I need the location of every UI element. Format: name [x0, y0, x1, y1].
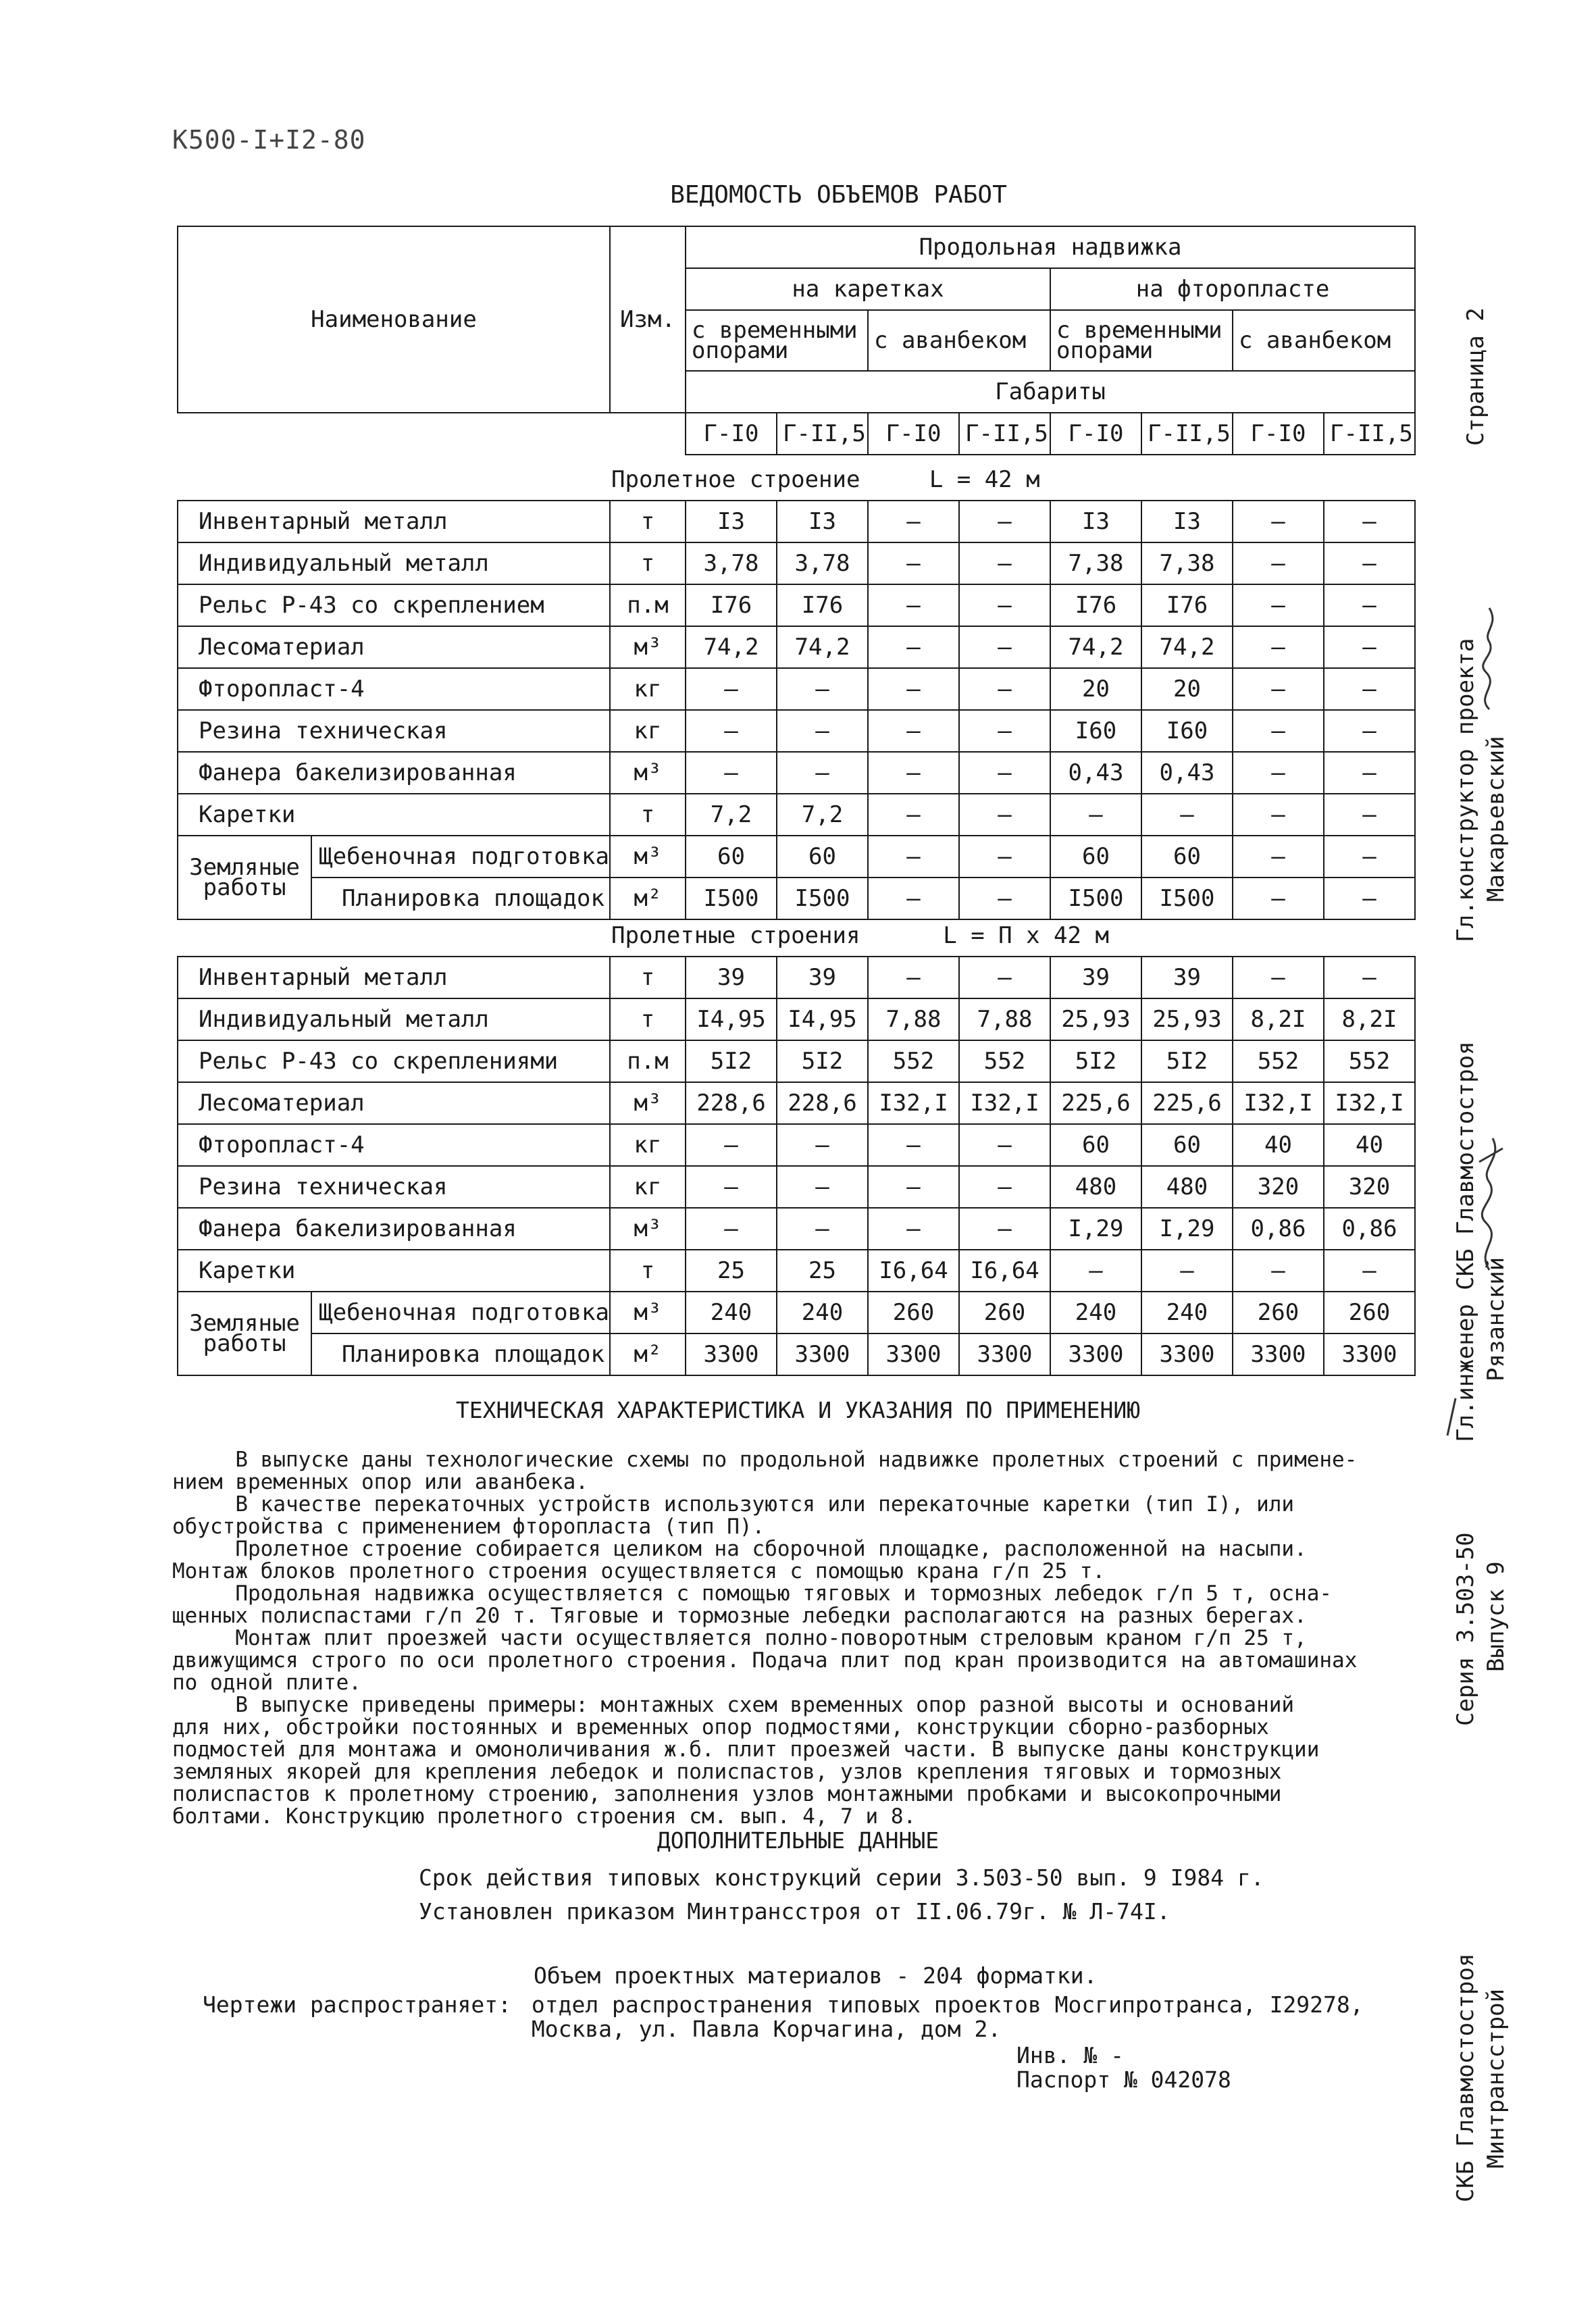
table-row: [178, 1208, 1415, 1250]
row-value: 260: [959, 1292, 1050, 1333]
row-unit: т: [610, 542, 686, 584]
extra-data: [419, 1861, 1264, 1929]
inv-number: Инв. № -: [1016, 2042, 1124, 2068]
row-value: 7,38: [1050, 542, 1141, 584]
row-value: 225,6: [1050, 1082, 1141, 1124]
table-row: [178, 957, 1415, 998]
row-value: –: [868, 1166, 959, 1208]
table-row: [178, 878, 1415, 919]
extra-title: ДОПОЛНИТЕЛЬНЫЕ ДАННЫЕ: [657, 1827, 939, 1854]
row-value: 260: [1324, 1292, 1415, 1333]
row-name: Фанера бакелизированная: [178, 1208, 610, 1250]
row-value: 240: [686, 1292, 777, 1333]
table-header: [177, 226, 1416, 455]
row-name: Резина техническая: [178, 710, 610, 752]
paragraph: Продольная надвижка осуществляется с помощью тяговых и тормозных лебедок г/п 5 т, осна- щенных полиспастами г/п 20 т. Тяговые и тормозные лебедки располагаются на разных берегах.: [172, 1581, 1333, 1628]
row-value: –: [777, 1166, 868, 1208]
row-value: –: [1324, 878, 1415, 919]
row-value: 39: [1141, 957, 1233, 998]
row-value: –: [1324, 710, 1415, 752]
row-value: –: [1233, 584, 1324, 626]
row-value: 74,2: [777, 626, 868, 668]
distrib-label: Чертежи распространяет:: [203, 1991, 511, 2018]
row-value: 25: [686, 1250, 777, 1292]
row-value: 552: [868, 1040, 959, 1082]
col-name-header: Наименование: [178, 226, 610, 413]
row-value: 60: [1050, 836, 1141, 878]
row-value: 60: [686, 836, 777, 878]
row-value: –: [1324, 1250, 1415, 1292]
table-row: [178, 836, 1415, 878]
row-value: –: [777, 710, 868, 752]
on-fluoroplast-header: на фторопласте: [1050, 268, 1415, 310]
gabarit-g115: Г-II,5: [777, 413, 868, 455]
row-value: 25,93: [1050, 998, 1141, 1040]
row-value: 260: [868, 1292, 959, 1333]
row-value: –: [1233, 878, 1324, 919]
row-value: –: [959, 710, 1050, 752]
row-value: I32,I: [959, 1082, 1050, 1124]
row-unit: п.м: [610, 584, 686, 626]
row-name: Рельс Р-43 со скреплениями: [178, 1040, 610, 1082]
row-value: –: [868, 878, 959, 919]
row-value: 480: [1141, 1166, 1233, 1208]
row-value: I6,64: [959, 1250, 1050, 1292]
signature-mark: [1466, 1121, 1513, 1277]
row-value: 3,78: [777, 542, 868, 584]
order-line: Установлен приказом Минтрансстроя от II.06.79г. № Л-74I.: [419, 1898, 1170, 1925]
row-value: 0,86: [1233, 1208, 1324, 1250]
gabarit-g115: Г-II,5: [1141, 413, 1233, 455]
row-value: 8,2I: [1233, 998, 1324, 1040]
longitudinal-header: Продольная надвижка: [686, 226, 1415, 268]
earth-group-label: Земляные работы: [178, 836, 312, 919]
row-value: –: [777, 752, 868, 794]
row-value: 40: [1324, 1124, 1415, 1166]
row-unit: кг: [610, 668, 686, 710]
row-value: –: [1324, 836, 1415, 878]
table-row: [178, 584, 1415, 626]
table-row: [178, 1124, 1415, 1166]
table-row: [178, 1040, 1415, 1082]
gabarit-g10: Г-I0: [1050, 413, 1141, 455]
side-series: Серия 3.503-50: [1452, 1532, 1479, 1726]
section1-caption: Пролетное строение L = 42 м: [611, 466, 1040, 493]
paragraph: В качестве перекаточных устройств используются или перекаточные каретки (тип I), или обустройства с применением фторопласта (тип П).: [172, 1492, 1295, 1539]
row-value: I4,95: [777, 998, 868, 1040]
row-value: I500: [686, 878, 777, 919]
row-value: I3: [1141, 501, 1233, 542]
col-unit-header: Изм.: [610, 226, 686, 413]
table-row: [178, 1250, 1415, 1292]
row-value: 3300: [868, 1333, 959, 1375]
volume-line: Объем проектных материалов - 204 форматки.: [534, 1962, 1098, 1989]
table-row: [178, 1166, 1415, 1208]
side-chief-engineer: Гл.инженер СКБ Главмостостроя: [1452, 1041, 1479, 1442]
row-unit: м³: [610, 1082, 686, 1124]
row-value: I32,I: [1233, 1082, 1324, 1124]
section2-caption: Пролетные строения L = П х 42 м: [611, 922, 1109, 949]
table-row: [178, 998, 1415, 1040]
row-value: I76: [777, 584, 868, 626]
row-unit: м²: [610, 878, 686, 919]
row-name: Лесоматериал: [178, 626, 610, 668]
distrib-text: отдел распространения типовых проектов Мосгипротранса, I29278, Москва, ул. Павла Корчагина, дом 2.: [531, 1991, 1364, 2042]
avanbek-header: с аванбеком: [868, 310, 1050, 371]
row-unit: м²: [610, 1333, 686, 1375]
row-value: –: [1233, 752, 1324, 794]
row-value: 240: [777, 1292, 868, 1333]
row-value: 5I2: [777, 1040, 868, 1082]
row-name: Фторопласт-4: [178, 1124, 610, 1166]
table-row: [178, 501, 1415, 542]
row-value: –: [868, 584, 959, 626]
row-value: –: [959, 542, 1050, 584]
side-chief-designer: Гл.конструктор проекта: [1452, 638, 1479, 942]
table-section1: [177, 500, 1416, 920]
row-value: –: [868, 957, 959, 998]
row-name: Щебеночная подготовка: [319, 1299, 609, 1326]
row-name: Лесоматериал: [178, 1082, 610, 1124]
table-row: [178, 1292, 1415, 1333]
side-org2: Минтрансстрой: [1483, 1988, 1510, 2168]
row-value: I500: [1050, 878, 1141, 919]
row-name: Резина техническая: [178, 1166, 610, 1208]
row-unit: т: [610, 957, 686, 998]
row-value: –: [1233, 957, 1324, 998]
row-value: 39: [777, 957, 868, 998]
row-value: –: [868, 668, 959, 710]
row-value: I60: [1141, 710, 1233, 752]
row-value: 3300: [686, 1333, 777, 1375]
row-value: 228,6: [686, 1082, 777, 1124]
row-value: –: [686, 1166, 777, 1208]
row-value: –: [868, 752, 959, 794]
signature-mark: [1469, 594, 1510, 716]
row-value: 7,88: [868, 998, 959, 1040]
row-value: –: [1050, 794, 1141, 836]
row-value: 0,43: [1050, 752, 1141, 794]
row-value: 5I2: [1141, 1040, 1233, 1082]
row-value: –: [1233, 626, 1324, 668]
row-value: 7,38: [1141, 542, 1233, 584]
row-value: I3: [686, 501, 777, 542]
row-value: –: [777, 668, 868, 710]
row-value: 25,93: [1141, 998, 1233, 1040]
row-value: 225,6: [1141, 1082, 1233, 1124]
row-name: Фторопласт-4: [178, 668, 610, 710]
side-chief-engineer-name: Рязанский: [1483, 1256, 1510, 1381]
row-value: –: [868, 542, 959, 584]
row-value: 320: [1233, 1166, 1324, 1208]
gabarit-g10: Г-I0: [686, 413, 777, 455]
row-value: –: [686, 1124, 777, 1166]
row-value: I500: [777, 878, 868, 919]
row-value: I4,95: [686, 998, 777, 1040]
row-unit: кг: [610, 1124, 686, 1166]
row-value: –: [868, 710, 959, 752]
row-value: –: [1233, 1250, 1324, 1292]
row-value: –: [1233, 794, 1324, 836]
side-chief-designer-name: Макарьевский: [1483, 736, 1510, 902]
row-value: 7,2: [777, 794, 868, 836]
side-org1: СКБ Главмостостроя: [1452, 1953, 1479, 2202]
row-value: –: [777, 1124, 868, 1166]
row-value: 240: [1141, 1292, 1233, 1333]
row-value: 60: [777, 836, 868, 878]
row-value: –: [1324, 542, 1415, 584]
document-code: К500-I+I2-80: [172, 125, 366, 155]
gabarit-g10: Г-I0: [1233, 413, 1324, 455]
row-value: –: [686, 1208, 777, 1250]
distribution: [203, 1993, 1364, 2041]
row-value: 240: [1050, 1292, 1141, 1333]
table-section2: [177, 956, 1416, 1376]
row-name: Инвентарный металл: [178, 957, 610, 998]
row-value: I76: [1141, 584, 1233, 626]
table-row: [178, 668, 1415, 710]
row-value: 0,86: [1324, 1208, 1415, 1250]
row-value: I3: [1050, 501, 1141, 542]
row-value: –: [868, 501, 959, 542]
row-unit: м³: [610, 626, 686, 668]
row-value: 552: [959, 1040, 1050, 1082]
row-value: –: [959, 584, 1050, 626]
row-value: –: [1324, 752, 1415, 794]
row-unit: м³: [610, 1292, 686, 1333]
row-value: 7,2: [686, 794, 777, 836]
row-name: Индивидуальный металл: [178, 998, 610, 1040]
row-value: –: [1324, 501, 1415, 542]
table-row: [178, 794, 1415, 836]
row-name: Фанера бакелизированная: [178, 752, 610, 794]
passport-number: Паспорт № 042078: [1016, 2066, 1231, 2093]
signature-mark: [1442, 1395, 1462, 1442]
row-unit: т: [610, 1250, 686, 1292]
row-value: –: [959, 1124, 1050, 1166]
gabarit-g115: Г-II,5: [1324, 413, 1415, 455]
row-value: –: [1324, 626, 1415, 668]
row-value: 320: [1324, 1166, 1415, 1208]
row-value: –: [959, 501, 1050, 542]
row-value: I76: [1050, 584, 1141, 626]
row-value: –: [1233, 836, 1324, 878]
row-value: I500: [1141, 878, 1233, 919]
row-value: 3300: [959, 1333, 1050, 1375]
row-value: 552: [1324, 1040, 1415, 1082]
row-value: –: [959, 626, 1050, 668]
paragraph: Монтаж плит проезжей части осуществляется полно-поворотным стреловым краном г/п 25 т, движущимся строго по оси пролетного строения. Подача плит под кран производится на автомашинах по одной плите.: [172, 1626, 1358, 1695]
row-name: Планировка площадок: [342, 885, 604, 912]
table-row: [178, 1333, 1415, 1375]
row-value: –: [868, 1124, 959, 1166]
row-value: I,29: [1141, 1208, 1233, 1250]
tech-title: ТЕХНИЧЕСКАЯ ХАРАКТЕРИСТИКА И УКАЗАНИЯ ПО ПРИМЕНЕНИЮ: [455, 1397, 1141, 1423]
row-value: –: [1141, 794, 1233, 836]
row-value: 20: [1050, 668, 1141, 710]
row-value: –: [959, 957, 1050, 998]
row-value: –: [959, 1208, 1050, 1250]
row-value: I6,64: [868, 1250, 959, 1292]
row-name: Индивидуальный металл: [178, 542, 610, 584]
row-value: –: [1324, 794, 1415, 836]
paragraph: Пролетное строение собирается целиком на сборочной площадке, расположенной на насыпи. Монтаж блоков пролетного строения осуществляется с помощью крана г/п 25 т.: [172, 1537, 1307, 1583]
row-unit: т: [610, 794, 686, 836]
row-value: 74,2: [1050, 626, 1141, 668]
row-value: 39: [686, 957, 777, 998]
row-value: 25: [777, 1250, 868, 1292]
row-value: I3: [777, 501, 868, 542]
row-value: –: [959, 836, 1050, 878]
row-unit: кг: [610, 1166, 686, 1208]
table-row: [178, 752, 1415, 794]
side-issue: Выпуск 9: [1483, 1561, 1510, 1672]
row-value: 20: [1141, 668, 1233, 710]
row-value: –: [959, 668, 1050, 710]
row-value: –: [868, 626, 959, 668]
table-row: [178, 626, 1415, 668]
row-value: –: [1233, 668, 1324, 710]
row-name: Щебеночная подготовка: [319, 843, 609, 870]
row-name: Рельс Р-43 со скреплением: [178, 584, 610, 626]
row-unit: кг: [610, 710, 686, 752]
row-value: 39: [1050, 957, 1141, 998]
row-value: I76: [686, 584, 777, 626]
row-value: –: [959, 878, 1050, 919]
paragraph: В выпуске приведены примеры: монтажных схем временных опор разной высоты и оснований для них, обстройки постоянных и временных опор подмостями, конструкции сборно-разборных подмостей для монтажа и омоноличивания ж.б. плит проезжей части. В выпуске даны конструкции земляных якорей для крепления лебедок и полиспастов, узлов крепления тяговых и тормозных полиспастов к пролетному строению, заполнения узлов монтажными пробками и высокопрочными болтами. Конструкцию пролетного строения см. вып. 4, 7 и 8.: [172, 1693, 1320, 1829]
temp-supports-header: с временными опорами: [1050, 310, 1233, 371]
row-value: 7,88: [959, 998, 1050, 1040]
row-value: 3300: [1233, 1333, 1324, 1375]
row-value: –: [1050, 1250, 1141, 1292]
row-unit: т: [610, 501, 686, 542]
page-title: ВЕДОМОСТЬ ОБЪЕМОВ РАБОТ: [670, 181, 1007, 209]
row-value: 5I2: [686, 1040, 777, 1082]
row-value: 3,78: [686, 542, 777, 584]
row-value: –: [868, 1208, 959, 1250]
row-value: 3300: [1324, 1333, 1415, 1375]
on-carriages-header: на каретках: [686, 268, 1050, 310]
row-value: –: [686, 710, 777, 752]
temp-supports-header: с временными опорами: [686, 310, 868, 371]
row-value: 260: [1233, 1292, 1324, 1333]
row-name: Планировка площадок: [342, 1341, 604, 1368]
row-value: 60: [1141, 836, 1233, 878]
row-value: 3300: [1050, 1333, 1141, 1375]
side-page: Страница 2: [1462, 307, 1489, 446]
row-value: 5I2: [1050, 1040, 1141, 1082]
row-value: I,29: [1050, 1208, 1141, 1250]
row-value: 60: [1050, 1124, 1141, 1166]
row-value: I32,I: [868, 1082, 959, 1124]
row-value: –: [868, 794, 959, 836]
row-value: –: [777, 1208, 868, 1250]
row-unit: м³: [610, 836, 686, 878]
row-value: 3300: [777, 1333, 868, 1375]
row-unit: п.м: [610, 1040, 686, 1082]
row-name: Каретки: [178, 1250, 610, 1292]
row-value: –: [1233, 542, 1324, 584]
row-unit: т: [610, 998, 686, 1040]
row-value: –: [686, 752, 777, 794]
row-value: 3300: [1141, 1333, 1233, 1375]
row-unit: м³: [610, 1208, 686, 1250]
validity-line: Срок действия типовых конструкций серии 3.503-50 вып. 9 I984 г.: [419, 1864, 1264, 1891]
row-name: Каретки: [178, 794, 610, 836]
table-row: [178, 1082, 1415, 1124]
gabarit-g10: Г-I0: [868, 413, 959, 455]
row-value: –: [1233, 501, 1324, 542]
table-row: [178, 542, 1415, 584]
row-value: –: [1324, 957, 1415, 998]
row-value: 74,2: [686, 626, 777, 668]
row-value: –: [959, 794, 1050, 836]
row-value: –: [686, 668, 777, 710]
row-value: –: [959, 1166, 1050, 1208]
row-value: I32,I: [1324, 1082, 1415, 1124]
row-value: –: [1141, 1250, 1233, 1292]
row-value: I60: [1050, 710, 1141, 752]
row-value: 74,2: [1141, 626, 1233, 668]
avanbek-header: с аванбеком: [1233, 310, 1415, 371]
row-value: –: [1324, 668, 1415, 710]
row-value: 480: [1050, 1166, 1141, 1208]
row-value: 8,2I: [1324, 998, 1415, 1040]
row-value: 228,6: [777, 1082, 868, 1124]
gabarit-g115: Г-II,5: [959, 413, 1050, 455]
tech-text: [172, 1449, 1408, 1828]
row-value: –: [868, 836, 959, 878]
inventory: [1016, 2043, 1231, 2092]
row-value: 552: [1233, 1040, 1324, 1082]
row-value: –: [1233, 710, 1324, 752]
row-name: Инвентарный металл: [178, 501, 610, 542]
gabarity-header: Габариты: [686, 371, 1415, 413]
row-value: 40: [1233, 1124, 1324, 1166]
row-value: 60: [1141, 1124, 1233, 1166]
row-value: –: [1324, 584, 1415, 626]
row-value: 0,43: [1141, 752, 1233, 794]
row-value: –: [959, 752, 1050, 794]
paragraph: В выпуске даны технологические схемы по продольной надвижке пролетных строений с примене- нием временных опор или аванбека.: [172, 1448, 1358, 1494]
row-unit: м³: [610, 752, 686, 794]
table-row: [178, 710, 1415, 752]
earth-group-label: Земляные работы: [178, 1292, 312, 1375]
